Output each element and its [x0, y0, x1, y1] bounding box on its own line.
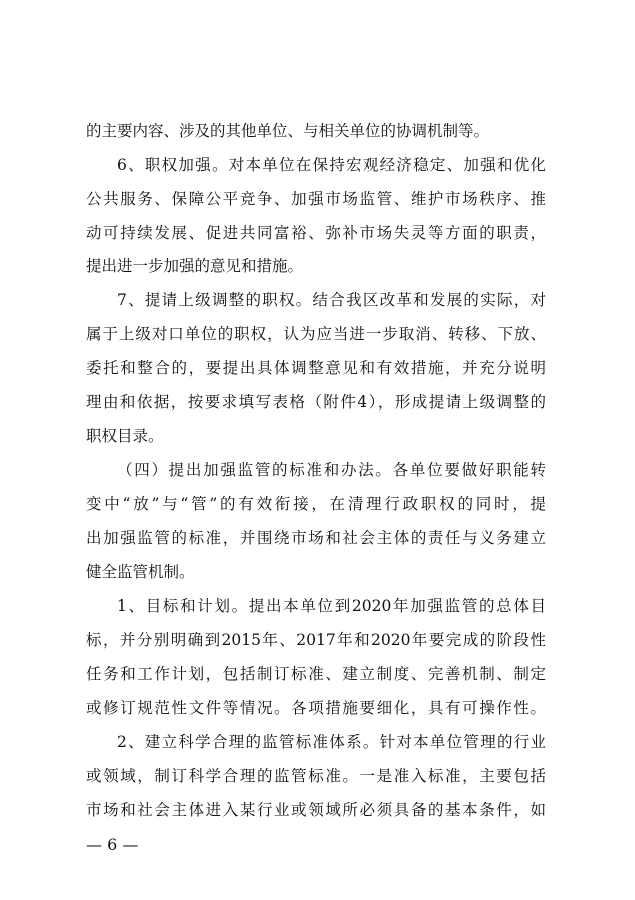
text-line: 或修订规范性文件等情况。各项措施要细化，具有可操作性。 — [86, 699, 546, 717]
text-line: 动可持续发展、促进共同富裕、弥补市场失灵等方面的职责， — [86, 224, 546, 242]
text-line: 健全监管机制。 — [86, 563, 195, 581]
text-line: 出加强监管的标准，并围绕市场和社会主体的责任与义务建立 — [86, 529, 546, 547]
text-line: 变中“放”与“管”的有效衔接，在清理行政职权的同时，提 — [86, 495, 546, 513]
text-line: 或领域，制订科学合理的监管标准。一是准入标准，主要包括 — [86, 767, 546, 785]
text-line: 属于上级对口单位的职权，认为应当进一步取消、转移、下放、 — [86, 325, 546, 343]
text-line: 标，并分别明确到2015年、2017年和2020年要完成的阶段性 — [86, 631, 546, 649]
text-line: 1、目标和计划。提出本单位到2020年加强监管的总体目 — [117, 597, 546, 615]
text-line: 职权目录。 — [86, 427, 164, 445]
text-line: 提出进一步加强的意见和措施。 — [86, 257, 304, 275]
text-line: 的主要内容、涉及的其他单位、与相关单位的协调机制等。 — [86, 122, 490, 140]
text-line: 6、职权加强。对本单位在保持宏观经济稳定、加强和优化 — [117, 156, 546, 174]
text-line: 2、建立科学合理的监管标准体系。针对本单位管理的行业 — [117, 733, 546, 751]
text-line: 任务和工作计划，包括制订标准、建立制度、完善机制、制定 — [86, 665, 546, 683]
text-line: 公共服务、保障公平竞争、加强市场监管、维护市场秩序、推 — [86, 190, 546, 208]
page-number: — 6 — — [86, 835, 139, 854]
text-line: （四）提出加强监管的标准和办法。各单位要做好职能转 — [117, 461, 546, 479]
text-line: 委托和整合的，要提出具体调整意见和有效措施，并充分说明 — [86, 359, 546, 377]
text-line: 7、提请上级调整的职权。结合我区改革和发展的实际，对 — [117, 291, 546, 309]
text-line: 市场和社会主体进入某行业或领域所必须具备的基本条件，如 — [86, 801, 546, 819]
text-line: 理由和依据，按要求填写表格（附件4），形成提请上级调整的 — [86, 393, 546, 411]
